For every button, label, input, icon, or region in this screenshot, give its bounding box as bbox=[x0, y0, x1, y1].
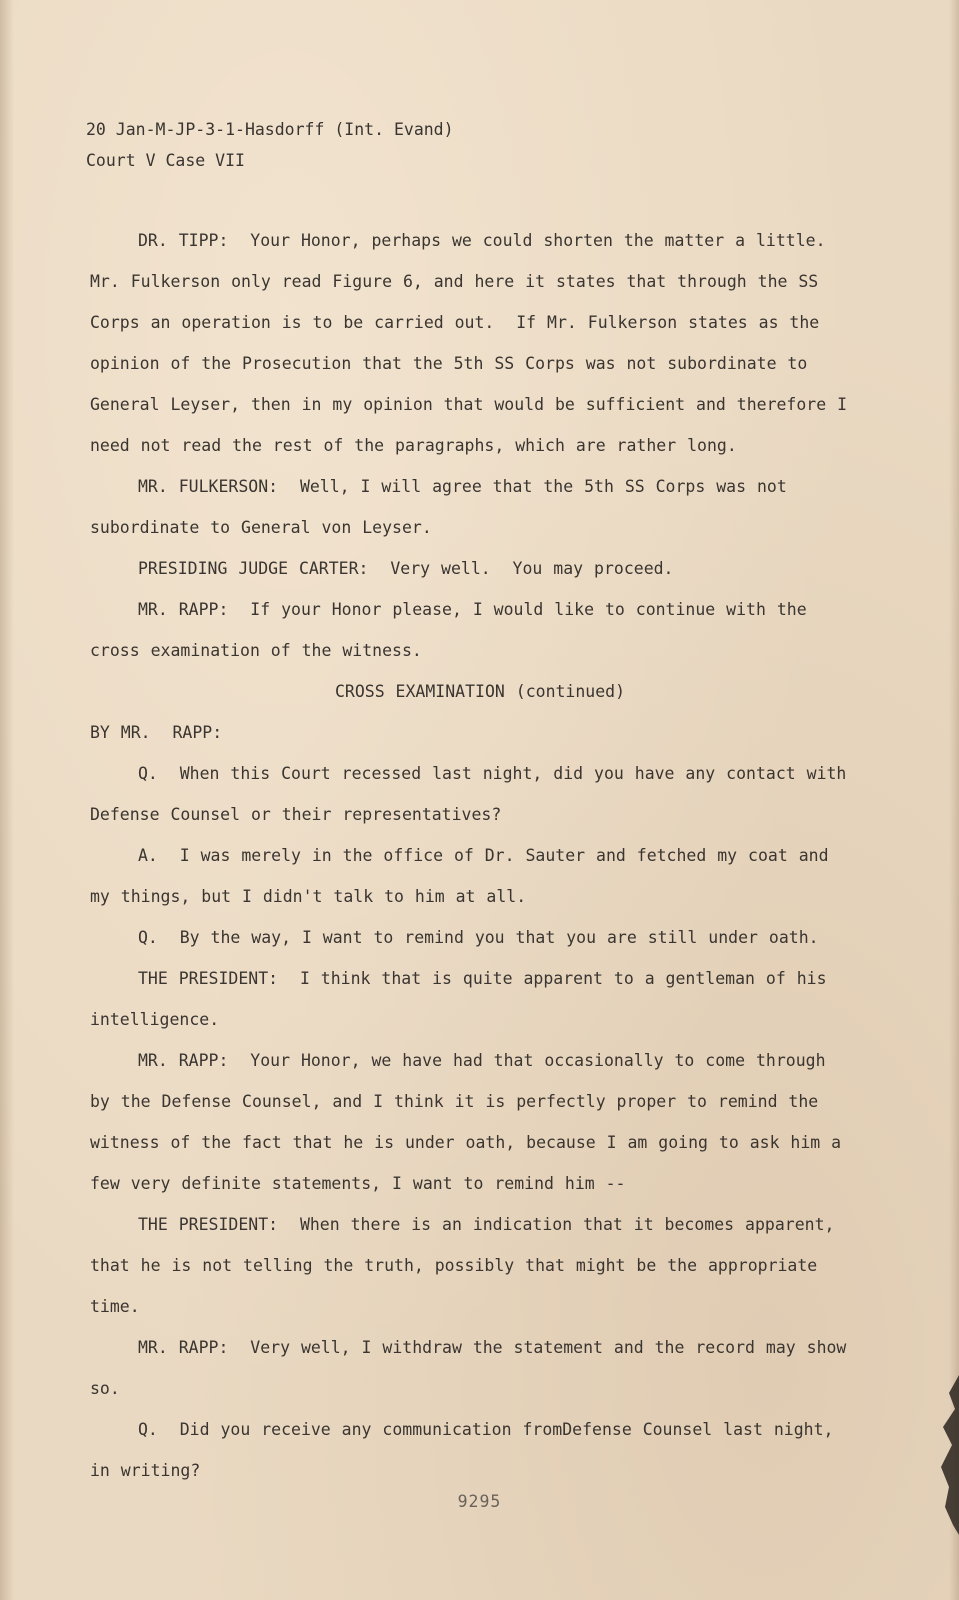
question-oath: Q. By the way, I want to remind you that you are still under oath. bbox=[138, 928, 819, 947]
section-heading: CROSS EXAMINATION (continued) bbox=[334, 682, 626, 701]
page-number: 9295 bbox=[457, 1492, 502, 1511]
transcript-body bbox=[90, 220, 858, 1491]
paragraph-judge-carter: PRESIDING JUDGE CARTER: Very well. You may proceed. bbox=[138, 559, 674, 578]
question-contact: Q. When this Court recessed last night, did you have any contact with Defense Counsel or their representatives? bbox=[90, 764, 858, 824]
answer-sauter: A. I was merely in the office of Dr. Sauter and fetched my coat and my things, but I didn't talk to him at all. bbox=[90, 846, 840, 906]
paragraph-fulkerson: MR. FULKERSON: Well, I will agree that the 5th SS Corps was not subordinate to General von Leyser. bbox=[90, 477, 798, 537]
paragraph-president-1: THE PRESIDENT: I think that is quite apparent to a gentleman of his intelligence. bbox=[90, 969, 838, 1029]
paragraph-president-2: THE PRESIDENT: When there is an indication that it becomes apparent, that he is not telling the truth, possibly that might be the appropriate time. bbox=[90, 1215, 846, 1316]
paper-edge-shadow-left bbox=[0, 0, 14, 1600]
header-line-2: Court V Case VII bbox=[86, 151, 245, 170]
paper-edge-shadow-right bbox=[949, 0, 959, 1600]
paragraph-rapp-withdraw: MR. RAPP: Very well, I withdraw the statement and the record may show so. bbox=[90, 1338, 858, 1398]
paragraph-rapp-oath: MR. RAPP: Your Honor, we have had that occasionally to come through by the Defense Counsel, and I think it is perfectly proper to remind the witness of the fact that he is under oath, because I am going to ask him a few very definite statements, I want to remind him -- bbox=[90, 1051, 853, 1193]
header-line-1: 20 Jan-M-JP-3-1-Hasdorff (Int. Evand) bbox=[86, 120, 454, 139]
examiner-line: BY MR. RAPP: bbox=[90, 723, 223, 742]
paragraph-tipp: DR. TIPP: Your Honor, perhaps we could shorten the matter a little. Mr. Fulkerson only read Figure 6, and here it states that through the SS Corps an operation is to be carried out. If Mr. Fulkerson states as the opinion of the Prosecution that the 5th SS Corps was not subordinate to General Leyser, then in my opinion that would be sufficient and therefore I need not read the rest of the paragraphs, which are rather long. bbox=[90, 231, 858, 455]
paragraph-rapp-continue: MR. RAPP: If your Honor please, I would like to continue with the cross examination of the witness. bbox=[90, 600, 818, 660]
question-communication: Q. Did you receive any communication fromDefense Counsel last night, in writing? bbox=[90, 1420, 845, 1480]
paper-tear-mark bbox=[919, 1375, 959, 1535]
document-header bbox=[86, 114, 454, 176]
